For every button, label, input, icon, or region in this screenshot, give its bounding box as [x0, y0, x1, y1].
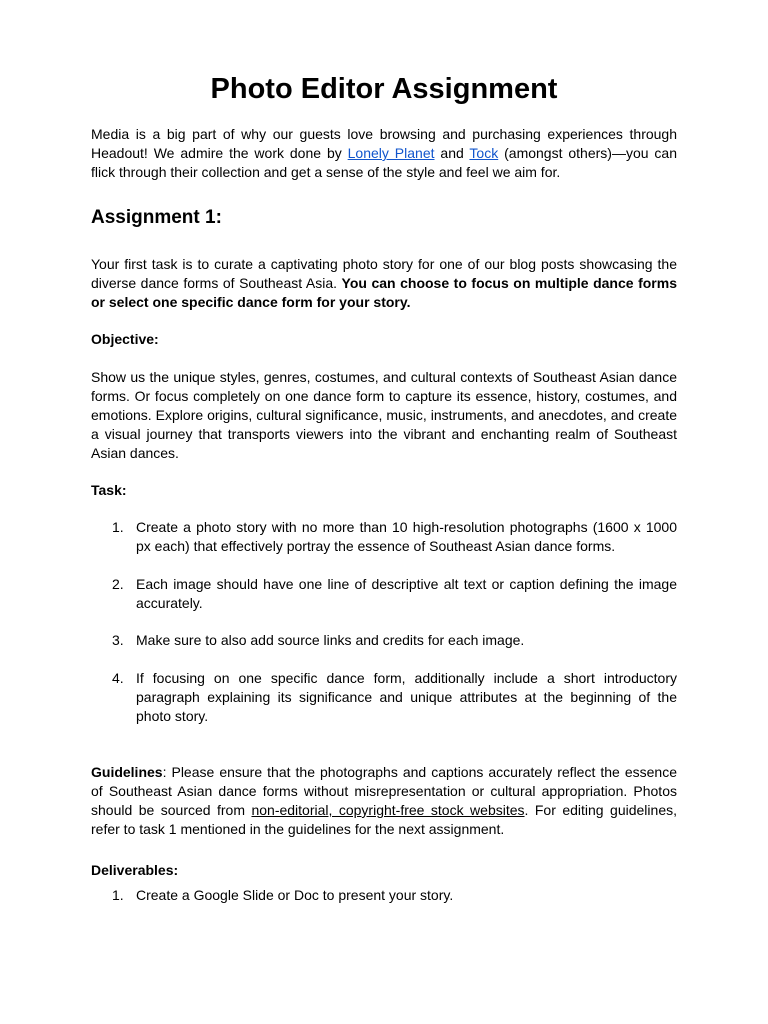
lonely-planet-link[interactable]: Lonely Planet [347, 145, 435, 161]
list-item-text: Make sure to also add source links and credits for each image. [136, 632, 525, 648]
list-number: 1. [112, 519, 124, 535]
list-number: 3. [112, 632, 124, 648]
list-number: 1. [112, 887, 124, 903]
guidelines-text-after: . For editing guidelines, refer to task 1 mentioned in the guidelines for the next assignment. [91, 802, 677, 837]
list-item-text: Create a photo story with no more than 10 high-resolution photographs (1600 x 1000 px each) that effectively portray the essence of Southeast Asian dance forms. [136, 519, 677, 554]
assignment-heading: Assignment 1: [91, 207, 222, 228]
task-label: Task: [91, 482, 127, 498]
intro-text-before: Media is a big part of why our guests love browsing and purchasing experiences through Headout! We admire the work done by [91, 126, 677, 161]
list-number: 2. [112, 576, 124, 592]
list-item-text: If focusing on one specific dance form, additionally include a short introductory paragraph explaining its significance and unique attributes at the beginning of the photo story. [136, 670, 677, 724]
task-intro-paragraph [91, 255, 677, 312]
guidelines-label: Guidelines [91, 764, 163, 780]
stock-websites-underlined: non-editorial, copyright-free stock websites [251, 802, 525, 818]
objective-label: Objective: [91, 331, 159, 347]
task-intro-plain: Your first task is to curate a captivating photo story for one of our blog posts showcasing the diverse dance forms of Southeast Asia. [91, 256, 677, 291]
list-item-text: Create a Google Slide or Doc to present your story. [136, 887, 454, 903]
list-number: 4. [112, 670, 124, 686]
guidelines-paragraph [91, 763, 677, 839]
list-item-text: Each image should have one line of descriptive alt text or caption defining the image accurately. [136, 576, 677, 611]
guidelines-text-before: : Please ensure that the photographs and captions accurately reflect the essence of Southeast Asian dance forms without misrepresentation or cultural appropriation. Photos should be sourced from [91, 764, 677, 818]
intro-text-mid: and [434, 145, 470, 161]
document-title: Photo Editor Assignment [210, 73, 558, 105]
intro-paragraph [91, 125, 677, 182]
task-intro-bold: You can choose to focus on multiple dance forms or select one specific dance form for your story. [91, 275, 677, 310]
intro-text-after: (amongst others)—you can flick through their collection and get a sense of the style and feel we aim for. [91, 145, 678, 180]
deliverables-label: Deliverables: [91, 862, 179, 878]
tock-link[interactable]: Tock [469, 145, 499, 161]
objective-text: Show us the unique styles, genres, costumes, and cultural contexts of Southeast Asian dance forms. Or focus completely on one dance form to capture its essence, history, costumes, and emotions. Explore origins, cultural significance, music, instruments, and anecdotes, and create a visual journey that transports viewers into the vibrant and enchanting realm of Southeast Asian dances. [91, 369, 677, 461]
